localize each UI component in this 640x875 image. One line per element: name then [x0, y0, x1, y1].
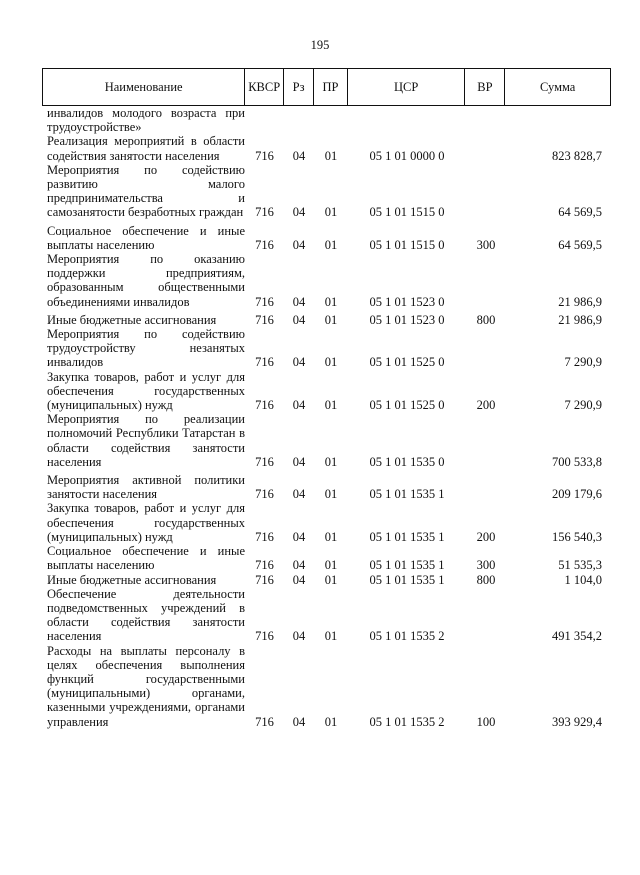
- row-sum: 1 104,0: [564, 572, 602, 587]
- row-pr: 01: [324, 529, 338, 544]
- row-rz: 04: [292, 529, 306, 544]
- row-name: Обеспечение деятельности подведомственных учреждений в области содействия занятости населения: [47, 586, 245, 644]
- header-pr: ПР: [314, 69, 348, 105]
- table-row: [42, 224, 611, 252]
- row-kvsr: 716: [255, 355, 274, 370]
- header-kvsr: КВСР: [245, 69, 284, 105]
- table-row: [42, 544, 611, 572]
- header-csr: ЦСР: [348, 69, 466, 105]
- row-name: Мероприятия по содействию трудоустройству незанятых инвалидов: [47, 327, 245, 370]
- row-name: инвалидов молодого возраста при трудоустройстве»: [47, 106, 245, 135]
- row-pr: 01: [324, 558, 338, 573]
- page-number: 195: [310, 38, 330, 52]
- table-row: [42, 501, 611, 544]
- row-pr: 01: [324, 148, 338, 163]
- row-csr: 05 1 01 1535 1: [369, 487, 445, 502]
- row-sum: 156 540,3: [552, 529, 602, 544]
- table-body: [42, 106, 611, 729]
- row-rz: 04: [292, 294, 306, 309]
- row-sum: 64 569,5: [558, 205, 602, 220]
- row-name: Социальное обеспечение и иные выплаты населению: [47, 223, 245, 252]
- row-kvsr: 716: [255, 714, 274, 729]
- row-sum: 209 179,6: [552, 487, 602, 502]
- row-rz: 04: [292, 355, 306, 370]
- row-sum: 7 290,9: [564, 398, 602, 413]
- table-row: [42, 473, 611, 501]
- row-csr: 05 1 01 1515 0: [369, 205, 445, 220]
- row-csr: 05 1 01 1535 1: [369, 529, 445, 544]
- table-row: [42, 252, 611, 309]
- row-kvsr: 716: [255, 487, 274, 502]
- row-kvsr: 716: [255, 572, 274, 587]
- row-rz: 04: [292, 398, 306, 413]
- row-kvsr: 716: [255, 398, 274, 413]
- row-pr: 01: [324, 487, 338, 502]
- row-name: Мероприятия по оказанию поддержки предприятиям, образованным общественными объединениями инвалидов: [47, 252, 245, 309]
- row-csr: 05 1 01 1525 0: [369, 398, 445, 413]
- row-csr: 05 1 01 1515 0: [369, 237, 445, 252]
- table-row: [42, 412, 611, 469]
- row-pr: 01: [324, 572, 338, 587]
- table-row: [42, 644, 611, 729]
- row-vr: 800: [476, 572, 496, 587]
- row-pr: 01: [324, 454, 338, 469]
- row-rz: 04: [292, 312, 306, 327]
- row-sum: 21 986,9: [558, 312, 602, 327]
- row-kvsr: 716: [255, 529, 274, 544]
- row-rz: 04: [292, 629, 306, 644]
- row-kvsr: 716: [255, 629, 274, 644]
- row-pr: 01: [324, 312, 338, 327]
- header-rz: Рз: [284, 69, 314, 105]
- row-sum: 823 828,7: [552, 148, 602, 163]
- row-name: Социальное обеспечение и иные выплаты населению: [47, 544, 245, 573]
- row-vr: 200: [476, 398, 496, 413]
- row-name: Мероприятия по реализации полномочий Республики Татарстан в области содействия занятости населения: [47, 412, 245, 469]
- table-row: [42, 163, 611, 220]
- table-row: [42, 370, 611, 413]
- header-sum: Сумма: [539, 79, 576, 94]
- row-rz: 04: [292, 454, 306, 469]
- row-sum: 51 535,3: [558, 558, 602, 573]
- row-name: Закупка товаров, работ и услуг для обеспечения государственных (муниципальных) нужд: [47, 369, 245, 413]
- header-name: Наименование: [43, 69, 245, 105]
- row-sum: 7 290,9: [564, 355, 602, 370]
- row-sum: 393 929,4: [552, 714, 602, 729]
- row-kvsr: 716: [255, 148, 274, 163]
- row-sum: 21 986,9: [558, 294, 602, 309]
- row-vr: 100: [476, 714, 496, 729]
- row-rz: 04: [292, 558, 306, 573]
- row-name: Иные бюджетные ассигнования: [47, 572, 217, 587]
- row-vr: 300: [476, 558, 496, 573]
- header-vr: ВР: [465, 69, 505, 105]
- table-row: [42, 106, 611, 134]
- table-row: [42, 587, 611, 644]
- table-row: [42, 327, 611, 370]
- table-header: [42, 68, 611, 106]
- row-csr: 05 1 01 1523 0: [369, 294, 445, 309]
- row-csr: 05 1 01 1535 0: [369, 454, 445, 469]
- row-csr: 05 1 01 1523 0: [369, 312, 445, 327]
- row-rz: 04: [292, 237, 306, 252]
- row-kvsr: 716: [255, 237, 274, 252]
- row-rz: 04: [292, 487, 306, 502]
- row-csr: 05 1 01 1535 1: [369, 572, 445, 587]
- row-name: Реализация мероприятий в области содействия занятости населения: [47, 134, 245, 163]
- table-row: [42, 573, 611, 587]
- row-kvsr: 716: [255, 558, 274, 573]
- row-pr: 01: [324, 237, 338, 252]
- row-kvsr: 716: [255, 454, 274, 469]
- row-pr: 01: [324, 629, 338, 644]
- row-name: Иные бюджетные ассигнования: [47, 312, 217, 327]
- row-csr: 05 1 01 0000 0: [369, 148, 445, 163]
- row-name: Закупка товаров, работ и услуг для обеспечения государственных (муниципальных) нужд: [47, 501, 245, 544]
- row-csr: 05 1 01 1525 0: [369, 355, 445, 370]
- row-pr: 01: [324, 714, 338, 729]
- row-csr: 05 1 01 1535 2: [369, 629, 445, 644]
- row-pr: 01: [324, 398, 338, 413]
- table-row: [42, 313, 611, 327]
- row-csr: 05 1 01 1535 2: [369, 714, 445, 729]
- table-row: [42, 134, 611, 162]
- row-name: Мероприятия активной политики занятости населения: [47, 473, 245, 502]
- row-sum: 491 354,2: [552, 629, 602, 644]
- row-vr: 800: [476, 312, 496, 327]
- row-kvsr: 716: [255, 205, 274, 220]
- row-vr: 300: [476, 237, 496, 252]
- row-pr: 01: [324, 205, 338, 220]
- row-pr: 01: [324, 355, 338, 370]
- row-sum: 64 569,5: [558, 237, 602, 252]
- row-pr: 01: [324, 294, 338, 309]
- row-name: Расходы на выплаты персоналу в целях обеспечения выполнения функций государственными (муниципальными) органами, казенными учреждениями, органами управления: [47, 643, 245, 729]
- row-rz: 04: [292, 714, 306, 729]
- row-rz: 04: [292, 572, 306, 587]
- row-rz: 04: [292, 148, 306, 163]
- row-name: Мероприятия по содействию развитию малого предпринимательства и самозанятости безработных граждан: [47, 162, 245, 220]
- row-sum: 700 533,8: [552, 454, 602, 469]
- row-csr: 05 1 01 1535 1: [369, 558, 445, 573]
- row-kvsr: 716: [255, 294, 274, 309]
- row-rz: 04: [292, 205, 306, 220]
- row-vr: 200: [476, 529, 496, 544]
- row-kvsr: 716: [255, 312, 274, 327]
